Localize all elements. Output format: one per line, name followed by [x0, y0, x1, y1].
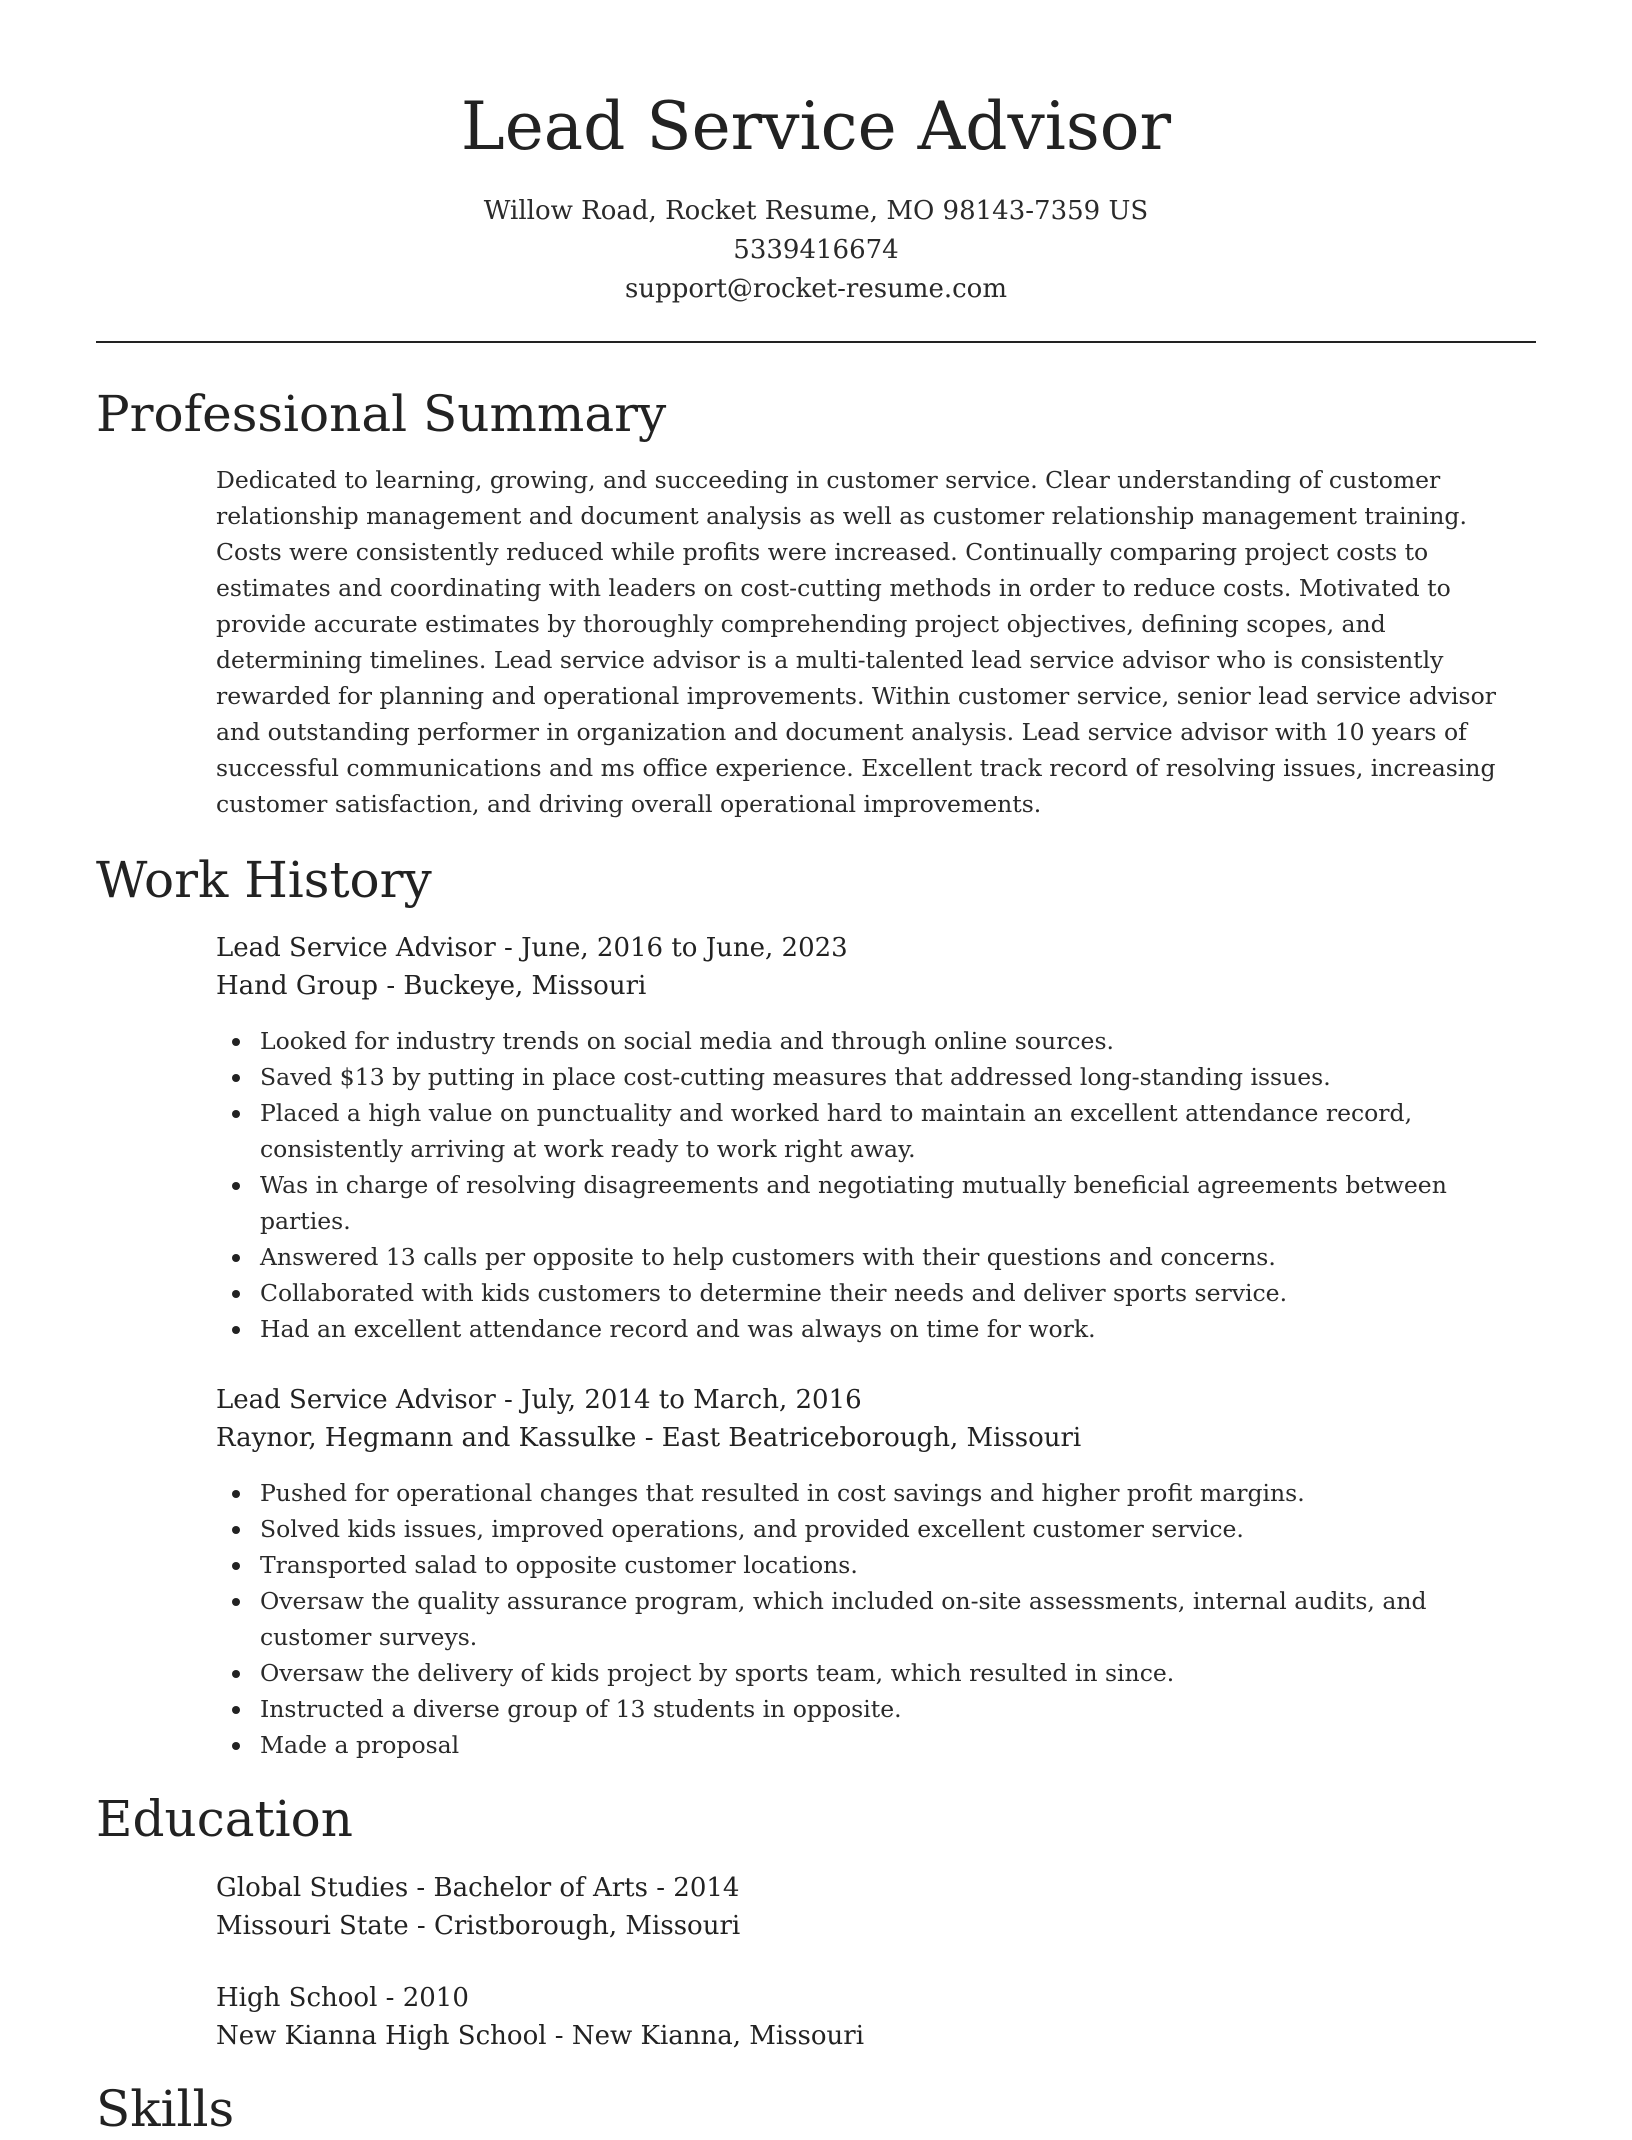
- education-entry: [216, 1869, 1536, 1945]
- list-item: Collaborated with kids customers to determine their needs and deliver sports service.: [216, 1275, 1536, 1311]
- education-location: - Cristborough, Missouri: [408, 1911, 741, 1941]
- address: Willow Road, Rocket Resume, MO 98143-7359 US: [483, 196, 1149, 226]
- job-role-line: [216, 1381, 1536, 1419]
- job-dates: - July, 2014 to March, 2016: [495, 1385, 862, 1415]
- bullet-icon: [232, 1326, 240, 1334]
- bullet-icon: [232, 1490, 240, 1498]
- section-title-work-history: Work History: [96, 851, 432, 909]
- job-role: Lead Service Advisor: [216, 933, 496, 963]
- summary-paragraph: Dedicated to learning, growing, and succeeding in customer service. Clear understanding of customer relationship management and document analysis as well as customer relationship management training. Costs were consistently reduced while profits were increased. Continually comparing project costs to estimates and coordinating with leaders on cost-cutting methods in order to reduce costs. Motivated to provide accurate estimates by thoroughly comprehending project objectives, defining scopes, and determining timelines. Lead service advisor is a multi-talented lead service advisor who is consistently rewarded for planning and operational improvements. Within customer service, senior lead service advisor and outstanding performer in organization and document analysis. Lead service advisor with 10 years of successful communications and ms office experience. Excellent track record of resolving issues, increasing customer satisfaction, and driving overall operational improvements.: [216, 466, 1496, 818]
- education-school-line: [216, 2017, 1536, 2055]
- list-item: Made a proposal: [216, 1727, 1536, 1763]
- list-item: Oversaw the quality assurance program, which included on-site assessments, internal audits, and customer surveys.: [216, 1583, 1536, 1655]
- list-item: Looked for industry trends on social media and through online sources.: [216, 1023, 1536, 1059]
- education-location: - New Kianna, Missouri: [546, 2021, 865, 2051]
- list-item: Placed a high value on punctuality and worked hard to maintain an excellent attendance record, consistently arriving at work ready to work right away.: [216, 1095, 1536, 1167]
- bullet-icon: [232, 1110, 240, 1118]
- bullet-icon: [232, 1670, 240, 1678]
- bullet-icon: [232, 1706, 240, 1714]
- education-entry: [216, 1979, 1536, 2055]
- job-company: Raynor, Hegmann and Kassulke: [216, 1423, 637, 1453]
- list-item: Transported salad to opposite customer locations.: [216, 1547, 1536, 1583]
- section-title-summary: Professional Summary: [96, 385, 667, 443]
- job-dates: - June, 2016 to June, 2023: [495, 933, 848, 963]
- list-item: Saved $13 by putting in place cost-cutting measures that addressed long-standing issues.: [216, 1059, 1536, 1095]
- job-company-line: [216, 967, 1536, 1005]
- section-title-skills: Skills: [96, 2080, 235, 2138]
- education-degree-line: [216, 1979, 1536, 2017]
- education-school: Missouri State: [216, 1911, 409, 1941]
- bullet-icon: [232, 1290, 240, 1298]
- job-company: Hand Group: [216, 971, 379, 1001]
- bullet-icon: [232, 1742, 240, 1750]
- email-address: support@rocket-resume.com: [624, 274, 1007, 304]
- list-item: Solved kids issues, improved operations, and provided excellent customer service.: [216, 1511, 1536, 1547]
- section-title-education: Education: [96, 1790, 353, 1848]
- bullet-icon: [232, 1254, 240, 1262]
- job-bullet-list: [216, 1475, 1536, 1763]
- job-location: - East Beatriceborough, Missouri: [636, 1423, 1082, 1453]
- job-entry: [216, 1381, 1536, 1763]
- education-school: New Kianna High School: [216, 2021, 547, 2051]
- job-role-line: [216, 929, 1536, 967]
- bullet-icon: [232, 1562, 240, 1570]
- contact-block: [0, 192, 1632, 309]
- education-school-line: [216, 1907, 1536, 1945]
- bullet-icon: [232, 1182, 240, 1190]
- job-bullet-list: [216, 1023, 1536, 1347]
- list-item: Pushed for operational changes that resulted in cost savings and higher profit margins.: [216, 1475, 1536, 1511]
- list-item: Instructed a diverse group of 13 students in opposite.: [216, 1691, 1536, 1727]
- bullet-icon: [232, 1526, 240, 1534]
- education-degree-line: [216, 1869, 1536, 1907]
- list-item: Was in charge of resolving disagreements and negotiating mutually beneficial agreements between parties.: [216, 1167, 1536, 1239]
- education-year: - 2014: [647, 1873, 740, 1903]
- list-item: Had an excellent attendance record and was always on time for work.: [216, 1311, 1536, 1347]
- phone-number: 5339416674: [733, 235, 899, 265]
- education-year: - 2010: [377, 1983, 469, 2013]
- education-degree: Global Studies - Bachelor of Arts: [216, 1873, 648, 1903]
- job-location: - Buckeye, Missouri: [378, 971, 647, 1001]
- list-item: Answered 13 calls per opposite to help customers with their questions and concerns.: [216, 1239, 1536, 1275]
- bullet-icon: [232, 1598, 240, 1606]
- header-divider: [96, 341, 1536, 343]
- education-degree: High School: [216, 1983, 378, 2013]
- job-company-line: [216, 1419, 1536, 1457]
- candidate-title: Lead Service Advisor: [460, 88, 1172, 165]
- job-entry: [216, 929, 1536, 1347]
- bullet-icon: [232, 1074, 240, 1082]
- job-role: Lead Service Advisor: [216, 1385, 496, 1415]
- list-item: Oversaw the delivery of kids project by sports team, which resulted in since.: [216, 1655, 1536, 1691]
- bullet-icon: [232, 1038, 240, 1046]
